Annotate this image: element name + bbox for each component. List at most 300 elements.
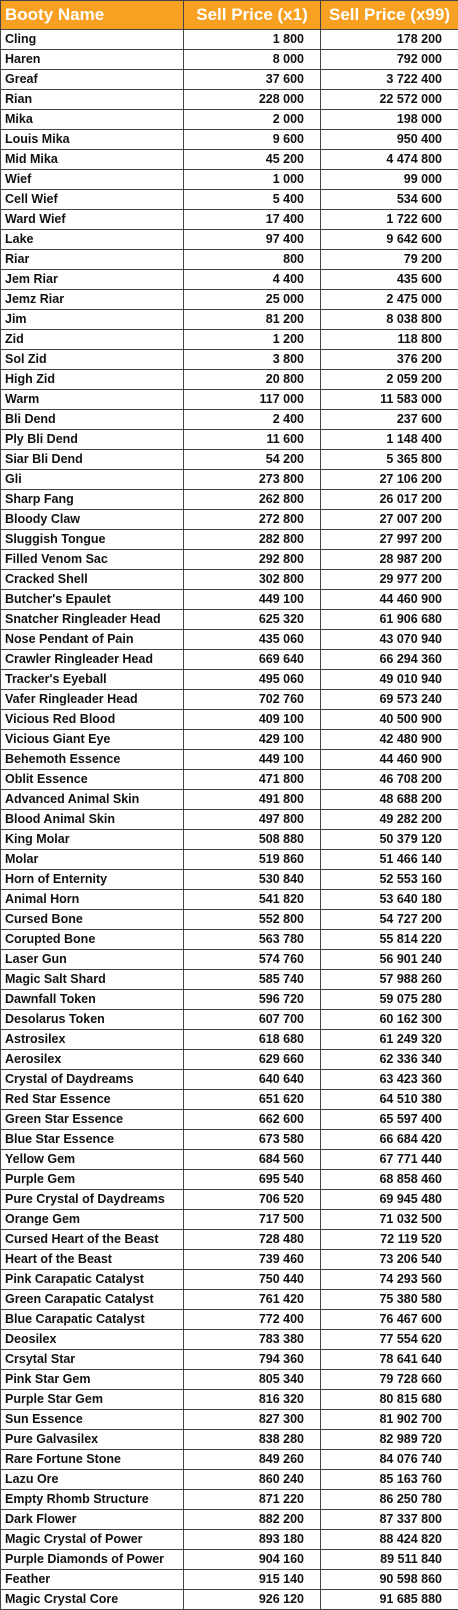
sell-price-x99-cell: 91 685 880 [321, 1590, 458, 1610]
sell-price-x99-cell: 77 554 620 [321, 1330, 458, 1350]
booty-name-cell: Magic Salt Shard [1, 970, 184, 990]
table-row [1, 1350, 458, 1370]
sell-price-x1-cell: 9 600 [184, 130, 321, 150]
table-row [1, 1450, 458, 1470]
sell-price-x1-cell: 772 400 [184, 1310, 321, 1330]
booty-name-cell: Wief [1, 170, 184, 190]
sell-price-x1-cell: 1 800 [184, 30, 321, 50]
booty-name-cell: Bli Dend [1, 410, 184, 430]
table-row [1, 310, 458, 330]
booty-name-cell: Green Carapatic Catalyst [1, 1290, 184, 1310]
table-row [1, 1550, 458, 1570]
sell-price-x1-cell: 409 100 [184, 710, 321, 730]
table-row [1, 1130, 458, 1150]
table-row [1, 950, 458, 970]
sell-price-x99-cell: 66 294 360 [321, 650, 458, 670]
sell-price-x99-cell: 69 573 240 [321, 690, 458, 710]
booty-name-cell: Purple Star Gem [1, 1390, 184, 1410]
table-row [1, 90, 458, 110]
booty-name-cell: Cling [1, 30, 184, 50]
booty-name-cell: Purple Gem [1, 1170, 184, 1190]
table-row [1, 730, 458, 750]
table-row [1, 130, 458, 150]
booty-name-cell: Jemz Riar [1, 290, 184, 310]
sell-price-x1-cell: 54 200 [184, 450, 321, 470]
sell-price-x1-cell: 495 060 [184, 670, 321, 690]
table-row [1, 1010, 458, 1030]
sell-price-x1-cell: 37 600 [184, 70, 321, 90]
sell-price-x1-cell: 585 740 [184, 970, 321, 990]
booty-name-cell: Feather [1, 1570, 184, 1590]
booty-name-cell: Filled Venom Sac [1, 550, 184, 570]
sell-price-x99-cell: 4 474 800 [321, 150, 458, 170]
sell-price-x99-cell: 950 400 [321, 130, 458, 150]
booty-name-cell: Green Star Essence [1, 1110, 184, 1130]
table-row [1, 850, 458, 870]
sell-price-x99-cell: 2 059 200 [321, 370, 458, 390]
sell-price-x1-cell: 882 200 [184, 1510, 321, 1530]
sell-price-x99-cell: 81 902 700 [321, 1410, 458, 1430]
sell-price-x99-cell: 71 032 500 [321, 1210, 458, 1230]
sell-price-x99-cell: 65 597 400 [321, 1110, 458, 1130]
booty-name-cell: Siar Bli Dend [1, 450, 184, 470]
sell-price-x99-cell: 237 600 [321, 410, 458, 430]
table-row [1, 250, 458, 270]
sell-price-x99-cell: 40 500 900 [321, 710, 458, 730]
table-row [1, 710, 458, 730]
table-row [1, 350, 458, 370]
table-row [1, 270, 458, 290]
sell-price-x1-cell: 860 240 [184, 1470, 321, 1490]
booty-name-cell: Magic Crystal of Power [1, 1530, 184, 1550]
booty-name-cell: Rian [1, 90, 184, 110]
table-row [1, 1410, 458, 1430]
booty-name-cell: Mid Mika [1, 150, 184, 170]
booty-name-cell: Haren [1, 50, 184, 70]
booty-name-cell: Behemoth Essence [1, 750, 184, 770]
sell-price-x1-cell: 625 320 [184, 610, 321, 630]
sell-price-x1-cell: 8 000 [184, 50, 321, 70]
booty-name-cell: Lake [1, 230, 184, 250]
booty-name-cell: Astrosilex [1, 1030, 184, 1050]
sell-price-x99-cell: 46 708 200 [321, 770, 458, 790]
booty-name-cell: Cursed Bone [1, 910, 184, 930]
table-row [1, 870, 458, 890]
sell-price-x99-cell: 53 640 180 [321, 890, 458, 910]
table-row [1, 570, 458, 590]
sell-price-x99-cell: 5 365 800 [321, 450, 458, 470]
sell-price-x99-cell: 86 250 780 [321, 1490, 458, 1510]
table-row [1, 590, 458, 610]
table-row [1, 1170, 458, 1190]
sell-price-x1-cell: 838 280 [184, 1430, 321, 1450]
sell-price-x99-cell: 376 200 [321, 350, 458, 370]
booty-name-cell: Desolarus Token [1, 1010, 184, 1030]
table-row [1, 630, 458, 650]
booty-name-cell: Red Star Essence [1, 1090, 184, 1110]
sell-price-x99-cell: 435 600 [321, 270, 458, 290]
table-row [1, 450, 458, 470]
sell-price-x1-cell: 728 480 [184, 1230, 321, 1250]
sell-price-x99-cell: 89 511 840 [321, 1550, 458, 1570]
sell-price-x1-cell: 651 620 [184, 1090, 321, 1110]
sell-price-x99-cell: 42 480 900 [321, 730, 458, 750]
booty-name-cell: Horn of Enternity [1, 870, 184, 890]
sell-price-x1-cell: 926 120 [184, 1590, 321, 1610]
sell-price-x99-cell: 534 600 [321, 190, 458, 210]
sell-price-x1-cell: 1 000 [184, 170, 321, 190]
sell-price-x1-cell: 574 760 [184, 950, 321, 970]
table-row [1, 510, 458, 530]
booty-name-cell: Vicious Red Blood [1, 710, 184, 730]
header-booty-name: Booty Name [1, 1, 184, 30]
sell-price-x1-cell: 640 640 [184, 1070, 321, 1090]
sell-price-x99-cell: 1 722 600 [321, 210, 458, 230]
table-row [1, 790, 458, 810]
sell-price-x99-cell: 66 684 420 [321, 1130, 458, 1150]
booty-name-cell: King Molar [1, 830, 184, 850]
table-row [1, 1430, 458, 1450]
table-row [1, 1150, 458, 1170]
sell-price-x1-cell: 800 [184, 250, 321, 270]
table-row [1, 110, 458, 130]
table-row [1, 1050, 458, 1070]
sell-price-x99-cell: 9 642 600 [321, 230, 458, 250]
table-row [1, 410, 458, 430]
table-row [1, 1330, 458, 1350]
booty-name-cell: Oblit Essence [1, 770, 184, 790]
sell-price-x1-cell: 81 200 [184, 310, 321, 330]
sell-price-x1-cell: 272 800 [184, 510, 321, 530]
sell-price-x1-cell: 530 840 [184, 870, 321, 890]
sell-price-x1-cell: 45 200 [184, 150, 321, 170]
table-row [1, 370, 458, 390]
booty-name-cell: Tracker's Eyeball [1, 670, 184, 690]
table-row [1, 910, 458, 930]
booty-name-cell: Snatcher Ringleader Head [1, 610, 184, 630]
sell-price-x99-cell: 99 000 [321, 170, 458, 190]
sell-price-x99-cell: 178 200 [321, 30, 458, 50]
sell-price-x1-cell: 449 100 [184, 750, 321, 770]
sell-price-x1-cell: 519 860 [184, 850, 321, 870]
sell-price-x99-cell: 67 771 440 [321, 1150, 458, 1170]
table-row [1, 830, 458, 850]
sell-price-x1-cell: 449 100 [184, 590, 321, 610]
sell-price-x99-cell: 27 007 200 [321, 510, 458, 530]
sell-price-x1-cell: 563 780 [184, 930, 321, 950]
sell-price-x1-cell: 292 800 [184, 550, 321, 570]
booty-name-cell: Pure Galvasilex [1, 1430, 184, 1450]
table-row [1, 1090, 458, 1110]
table-row [1, 1530, 458, 1550]
sell-price-x1-cell: 541 820 [184, 890, 321, 910]
booty-name-cell: Purple Diamonds of Power [1, 1550, 184, 1570]
sell-price-x1-cell: 97 400 [184, 230, 321, 250]
sell-price-x99-cell: 61 906 680 [321, 610, 458, 630]
booty-name-cell: Dark Flower [1, 1510, 184, 1530]
sell-price-x99-cell: 44 460 900 [321, 750, 458, 770]
sell-price-x99-cell: 56 901 240 [321, 950, 458, 970]
sell-price-x1-cell: 805 340 [184, 1370, 321, 1390]
sell-price-x99-cell: 60 162 300 [321, 1010, 458, 1030]
table-row [1, 490, 458, 510]
sell-price-x99-cell: 55 814 220 [321, 930, 458, 950]
sell-price-x99-cell: 29 977 200 [321, 570, 458, 590]
table-row [1, 230, 458, 250]
booty-name-cell: High Zid [1, 370, 184, 390]
booty-name-cell: Dawnfall Token [1, 990, 184, 1010]
sell-price-x1-cell: 702 760 [184, 690, 321, 710]
sell-price-x99-cell: 64 510 380 [321, 1090, 458, 1110]
table-row [1, 1290, 458, 1310]
table-row [1, 70, 458, 90]
sell-price-x99-cell: 198 000 [321, 110, 458, 130]
booty-name-cell: Sol Zid [1, 350, 184, 370]
booty-name-cell: Jim [1, 310, 184, 330]
booty-name-cell: Advanced Animal Skin [1, 790, 184, 810]
sell-price-x99-cell: 54 727 200 [321, 910, 458, 930]
table-row [1, 1250, 458, 1270]
sell-price-x1-cell: 794 360 [184, 1350, 321, 1370]
sell-price-x1-cell: 761 420 [184, 1290, 321, 1310]
sell-price-x1-cell: 117 000 [184, 390, 321, 410]
sell-price-x1-cell: 904 160 [184, 1550, 321, 1570]
table-row [1, 1390, 458, 1410]
sell-price-x1-cell: 783 380 [184, 1330, 321, 1350]
sell-price-x1-cell: 4 400 [184, 270, 321, 290]
sell-price-x99-cell: 63 423 360 [321, 1070, 458, 1090]
sell-price-x1-cell: 282 800 [184, 530, 321, 550]
booty-name-cell: Greaf [1, 70, 184, 90]
sell-price-x99-cell: 84 076 740 [321, 1450, 458, 1470]
table-row [1, 970, 458, 990]
sell-price-x99-cell: 28 987 200 [321, 550, 458, 570]
sell-price-x1-cell: 25 000 [184, 290, 321, 310]
sell-price-x99-cell: 118 800 [321, 330, 458, 350]
booty-name-cell: Heart of the Beast [1, 1250, 184, 1270]
booty-name-cell: Pink Star Gem [1, 1370, 184, 1390]
table-row [1, 890, 458, 910]
sell-price-x99-cell: 90 598 860 [321, 1570, 458, 1590]
sell-price-x1-cell: 717 500 [184, 1210, 321, 1230]
table-row [1, 170, 458, 190]
table-row [1, 990, 458, 1010]
sell-price-x1-cell: 508 880 [184, 830, 321, 850]
booty-name-cell: Corupted Bone [1, 930, 184, 950]
booty-name-cell: Jem Riar [1, 270, 184, 290]
booty-name-cell: Crawler Ringleader Head [1, 650, 184, 670]
sell-price-x1-cell: 1 200 [184, 330, 321, 350]
sell-price-x1-cell: 662 600 [184, 1110, 321, 1130]
sell-price-x99-cell: 2 475 000 [321, 290, 458, 310]
sell-price-x1-cell: 552 800 [184, 910, 321, 930]
table-row [1, 1070, 458, 1090]
booty-name-cell: Zid [1, 330, 184, 350]
sell-price-x99-cell: 22 572 000 [321, 90, 458, 110]
booty-name-cell: Animal Horn [1, 890, 184, 910]
table-row [1, 1490, 458, 1510]
table-row [1, 1230, 458, 1250]
sell-price-x99-cell: 57 988 260 [321, 970, 458, 990]
sell-price-x1-cell: 750 440 [184, 1270, 321, 1290]
booty-name-cell: Nose Pendant of Pain [1, 630, 184, 650]
table-row [1, 1510, 458, 1530]
table-row [1, 1270, 458, 1290]
table-row [1, 1570, 458, 1590]
sell-price-x1-cell: 849 260 [184, 1450, 321, 1470]
table-row [1, 610, 458, 630]
booty-name-cell: Aerosilex [1, 1050, 184, 1070]
table-body [1, 30, 458, 1610]
table-row [1, 1210, 458, 1230]
sell-price-x99-cell: 76 467 600 [321, 1310, 458, 1330]
sell-price-x1-cell: 5 400 [184, 190, 321, 210]
sell-price-x99-cell: 59 075 280 [321, 990, 458, 1010]
sell-price-x1-cell: 673 580 [184, 1130, 321, 1150]
sell-price-x99-cell: 87 337 800 [321, 1510, 458, 1530]
booty-name-cell: Sharp Fang [1, 490, 184, 510]
sell-price-x99-cell: 11 583 000 [321, 390, 458, 410]
booty-name-cell: Cursed Heart of the Beast [1, 1230, 184, 1250]
sell-price-x99-cell: 3 722 400 [321, 70, 458, 90]
sell-price-x1-cell: 618 680 [184, 1030, 321, 1050]
table-row [1, 390, 458, 410]
table-row [1, 530, 458, 550]
sell-price-x99-cell: 51 466 140 [321, 850, 458, 870]
sell-price-x1-cell: 228 000 [184, 90, 321, 110]
sell-price-x99-cell: 50 379 120 [321, 830, 458, 850]
sell-price-x1-cell: 827 300 [184, 1410, 321, 1430]
sell-price-x99-cell: 85 163 760 [321, 1470, 458, 1490]
sell-price-x1-cell: 11 600 [184, 430, 321, 450]
sell-price-x99-cell: 27 997 200 [321, 530, 458, 550]
table-row [1, 810, 458, 830]
sell-price-x1-cell: 915 140 [184, 1570, 321, 1590]
sell-price-x1-cell: 629 660 [184, 1050, 321, 1070]
table-row [1, 470, 458, 490]
sell-price-x99-cell: 88 424 820 [321, 1530, 458, 1550]
sell-price-x1-cell: 471 800 [184, 770, 321, 790]
table-row [1, 1310, 458, 1330]
sell-price-x1-cell: 273 800 [184, 470, 321, 490]
table-row [1, 650, 458, 670]
sell-price-x1-cell: 435 060 [184, 630, 321, 650]
booty-name-cell: Crystal of Daydreams [1, 1070, 184, 1090]
sell-price-x99-cell: 27 106 200 [321, 470, 458, 490]
table-row [1, 690, 458, 710]
sell-price-x1-cell: 302 800 [184, 570, 321, 590]
booty-name-cell: Blood Animal Skin [1, 810, 184, 830]
booty-name-cell: Blue Star Essence [1, 1130, 184, 1150]
sell-price-x99-cell: 49 010 940 [321, 670, 458, 690]
booty-name-cell: Cracked Shell [1, 570, 184, 590]
booty-name-cell: Sun Essence [1, 1410, 184, 1430]
booty-name-cell: Blue Carapatic Catalyst [1, 1310, 184, 1330]
booty-name-cell: Pink Carapatic Catalyst [1, 1270, 184, 1290]
booty-name-cell: Deosilex [1, 1330, 184, 1350]
sell-price-x1-cell: 262 800 [184, 490, 321, 510]
table-row [1, 290, 458, 310]
booty-name-cell: Vafer Ringleader Head [1, 690, 184, 710]
sell-price-x1-cell: 706 520 [184, 1190, 321, 1210]
table-row [1, 330, 458, 350]
table-row [1, 1110, 458, 1130]
booty-name-cell: Laser Gun [1, 950, 184, 970]
sell-price-x1-cell: 429 100 [184, 730, 321, 750]
booty-name-cell: Magic Crystal Core [1, 1590, 184, 1610]
booty-name-cell: Gli [1, 470, 184, 490]
header-sell-price-x1: Sell Price (x1) [184, 1, 321, 30]
booty-name-cell: Cell Wief [1, 190, 184, 210]
sell-price-x99-cell: 43 070 940 [321, 630, 458, 650]
table-row [1, 750, 458, 770]
booty-name-cell: Bloody Claw [1, 510, 184, 530]
header-sell-price-x99: Sell Price (x99) [321, 1, 458, 30]
sell-price-x1-cell: 893 180 [184, 1530, 321, 1550]
sell-price-x1-cell: 607 700 [184, 1010, 321, 1030]
table-row [1, 1030, 458, 1050]
table-row [1, 150, 458, 170]
sell-price-x1-cell: 695 540 [184, 1170, 321, 1190]
sell-price-x99-cell: 62 336 340 [321, 1050, 458, 1070]
booty-name-cell: Mika [1, 110, 184, 130]
table-row [1, 770, 458, 790]
table-row [1, 670, 458, 690]
table-row [1, 210, 458, 230]
sell-price-x99-cell: 26 017 200 [321, 490, 458, 510]
sell-price-x1-cell: 17 400 [184, 210, 321, 230]
table-row [1, 1190, 458, 1210]
booty-name-cell: Ply Bli Dend [1, 430, 184, 450]
sell-price-x1-cell: 871 220 [184, 1490, 321, 1510]
table-row [1, 430, 458, 450]
sell-price-x99-cell: 82 989 720 [321, 1430, 458, 1450]
sell-price-x1-cell: 2 400 [184, 410, 321, 430]
booty-name-cell: Warm [1, 390, 184, 410]
sell-price-x1-cell: 816 320 [184, 1390, 321, 1410]
sell-price-x1-cell: 684 560 [184, 1150, 321, 1170]
table-row [1, 50, 458, 70]
sell-price-x99-cell: 73 206 540 [321, 1250, 458, 1270]
table-row [1, 930, 458, 950]
sell-price-x99-cell: 1 148 400 [321, 430, 458, 450]
booty-name-cell: Pure Crystal of Daydreams [1, 1190, 184, 1210]
booty-name-cell: Rare Fortune Stone [1, 1450, 184, 1470]
booty-name-cell: Orange Gem [1, 1210, 184, 1230]
sell-price-x1-cell: 491 800 [184, 790, 321, 810]
booty-name-cell: Yellow Gem [1, 1150, 184, 1170]
sell-price-x1-cell: 497 800 [184, 810, 321, 830]
booty-name-cell: Vicious Giant Eye [1, 730, 184, 750]
booty-name-cell: Riar [1, 250, 184, 270]
sell-price-x99-cell: 8 038 800 [321, 310, 458, 330]
booty-name-cell: Ward Wief [1, 210, 184, 230]
sell-price-x99-cell: 78 641 640 [321, 1350, 458, 1370]
booty-name-cell: Sluggish Tongue [1, 530, 184, 550]
booty-name-cell: Empty Rhomb Structure [1, 1490, 184, 1510]
table-row [1, 30, 458, 50]
sell-price-x1-cell: 20 800 [184, 370, 321, 390]
table-row [1, 1370, 458, 1390]
sell-price-x1-cell: 3 800 [184, 350, 321, 370]
header-row [1, 1, 458, 30]
sell-price-x99-cell: 61 249 320 [321, 1030, 458, 1050]
sell-price-x1-cell: 2 000 [184, 110, 321, 130]
sell-price-x99-cell: 792 000 [321, 50, 458, 70]
sell-price-x1-cell: 739 460 [184, 1250, 321, 1270]
sell-price-x99-cell: 68 858 460 [321, 1170, 458, 1190]
booty-name-cell: Butcher's Epaulet [1, 590, 184, 610]
